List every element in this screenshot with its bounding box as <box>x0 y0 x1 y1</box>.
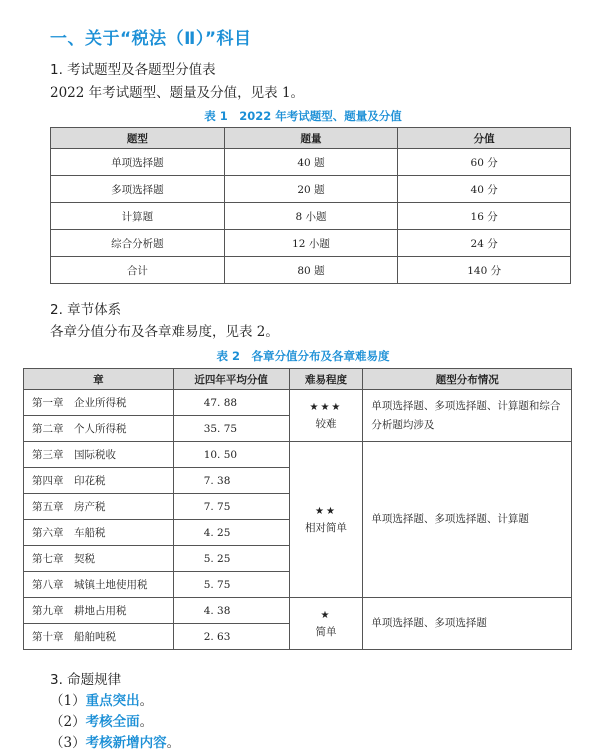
rule-highlight: 考核新增内容 <box>85 735 167 751</box>
cell-avg-score: 4. 25 <box>173 520 289 546</box>
cell-count: 80 题 <box>224 257 398 284</box>
col-header-distribution: 题型分布情况 <box>363 369 572 390</box>
cell-chapter: 第七章 契税 <box>24 546 174 572</box>
cell-chapter: 第十章 船舶吨税 <box>24 624 174 650</box>
table-header-row <box>51 128 571 149</box>
cell-count: 8 小题 <box>224 203 398 230</box>
cell-chapter: 第一章 企业所得税 <box>24 390 174 416</box>
table-chapters <box>23 368 572 650</box>
col-header-chapter: 章 <box>24 369 174 390</box>
rule-end: 。 <box>166 735 181 751</box>
difficulty-label: 较难 <box>315 417 337 430</box>
table-row <box>51 149 571 176</box>
col-header-avg-score: 近四年平均分值 <box>173 369 289 390</box>
cell-avg-score: 5. 25 <box>173 546 289 572</box>
cell-score: 16 分 <box>398 203 571 230</box>
cell-chapter: 第二章 个人所得税 <box>24 416 174 442</box>
cell-type: 计算题 <box>51 203 225 230</box>
cell-distribution: 单项选择题、多项选择题、计算题 <box>363 442 572 598</box>
cell-avg-score: 7. 38 <box>173 468 289 494</box>
cell-count: 20 题 <box>224 176 398 203</box>
cell-difficulty <box>289 390 363 442</box>
difficulty-stars: ★★ <box>314 505 337 517</box>
rule-item <box>50 710 153 730</box>
paragraph-2: 各章分值分布及各章难易度，见表 2。 <box>50 324 279 340</box>
table-exam-types <box>50 127 571 284</box>
rule-item <box>50 689 153 709</box>
rule-highlight: 考核全面 <box>85 714 140 730</box>
table-header-row <box>24 369 572 390</box>
cell-difficulty <box>289 442 363 598</box>
cell-distribution: 单项选择题、多项选择题、计算题和综合分析题均涉及 <box>363 390 572 442</box>
difficulty-stars: ★★★ <box>309 401 343 413</box>
cell-count: 40 题 <box>224 149 398 176</box>
cell-score: 40 分 <box>398 176 571 203</box>
cell-avg-score: 7. 75 <box>173 494 289 520</box>
cell-avg-score: 47. 88 <box>173 390 289 416</box>
cell-score: 24 分 <box>398 230 571 257</box>
sub-heading-3: 3. 命题规律 <box>50 672 122 688</box>
cell-avg-score: 4. 38 <box>173 598 289 624</box>
cell-count: 12 小题 <box>224 230 398 257</box>
table1-caption: 表 1 2022 年考试题型、题量及分值 <box>204 109 402 123</box>
cell-type: 单项选择题 <box>51 149 225 176</box>
cell-chapter: 第八章 城镇土地使用税 <box>24 572 174 598</box>
difficulty-label: 相对简单 <box>304 521 347 534</box>
cell-type: 合计 <box>51 257 225 284</box>
difficulty-label: 简单 <box>315 625 337 638</box>
rule-end: 。 <box>139 714 154 730</box>
cell-chapter: 第九章 耕地占用税 <box>24 598 174 624</box>
table2-caption: 表 2 各章分值分布及各章难易度 <box>216 349 390 363</box>
cell-type: 多项选择题 <box>51 176 225 203</box>
col-header-count: 题量 <box>224 128 398 149</box>
rule-item <box>50 731 180 751</box>
cell-avg-score: 5. 75 <box>173 572 289 598</box>
cell-avg-score: 2. 63 <box>173 624 289 650</box>
cell-score: 60 分 <box>398 149 571 176</box>
cell-chapter: 第五章 房产税 <box>24 494 174 520</box>
table-row <box>51 203 571 230</box>
cell-avg-score: 10. 50 <box>173 442 289 468</box>
difficulty-stars: ★ <box>320 609 332 621</box>
rule-number: （1） <box>50 693 86 709</box>
cell-chapter: 第四章 印花税 <box>24 468 174 494</box>
sub-heading-1: 1. 考试题型及各题型分值表 <box>50 62 216 78</box>
col-header-difficulty: 难易程度 <box>289 369 363 390</box>
cell-distribution: 单项选择题、多项选择题 <box>363 598 572 650</box>
table-row <box>51 230 571 257</box>
table-row <box>24 390 572 416</box>
col-header-type: 题型 <box>51 128 225 149</box>
paragraph-1: 2022 年考试题型、题量及分值，见表 1。 <box>50 85 305 101</box>
cell-chapter: 第六章 车船税 <box>24 520 174 546</box>
rule-number: （2） <box>50 714 86 730</box>
cell-difficulty <box>289 598 363 650</box>
table-row <box>24 442 572 468</box>
table-row <box>51 176 571 203</box>
table-row <box>24 598 572 624</box>
cell-type: 综合分析题 <box>51 230 225 257</box>
col-header-score: 分值 <box>398 128 571 149</box>
rule-end: 。 <box>139 693 154 709</box>
cell-chapter: 第三章 国际税收 <box>24 442 174 468</box>
table-row-total <box>51 257 571 284</box>
cell-avg-score: 35. 75 <box>173 416 289 442</box>
cell-score: 140 分 <box>398 257 571 284</box>
section-title: 一、关于“税法（Ⅱ）”科目 <box>50 29 252 49</box>
rule-highlight: 重点突出 <box>85 693 140 709</box>
rule-number: （3） <box>50 735 86 751</box>
sub-heading-2: 2. 章节体系 <box>50 302 122 318</box>
